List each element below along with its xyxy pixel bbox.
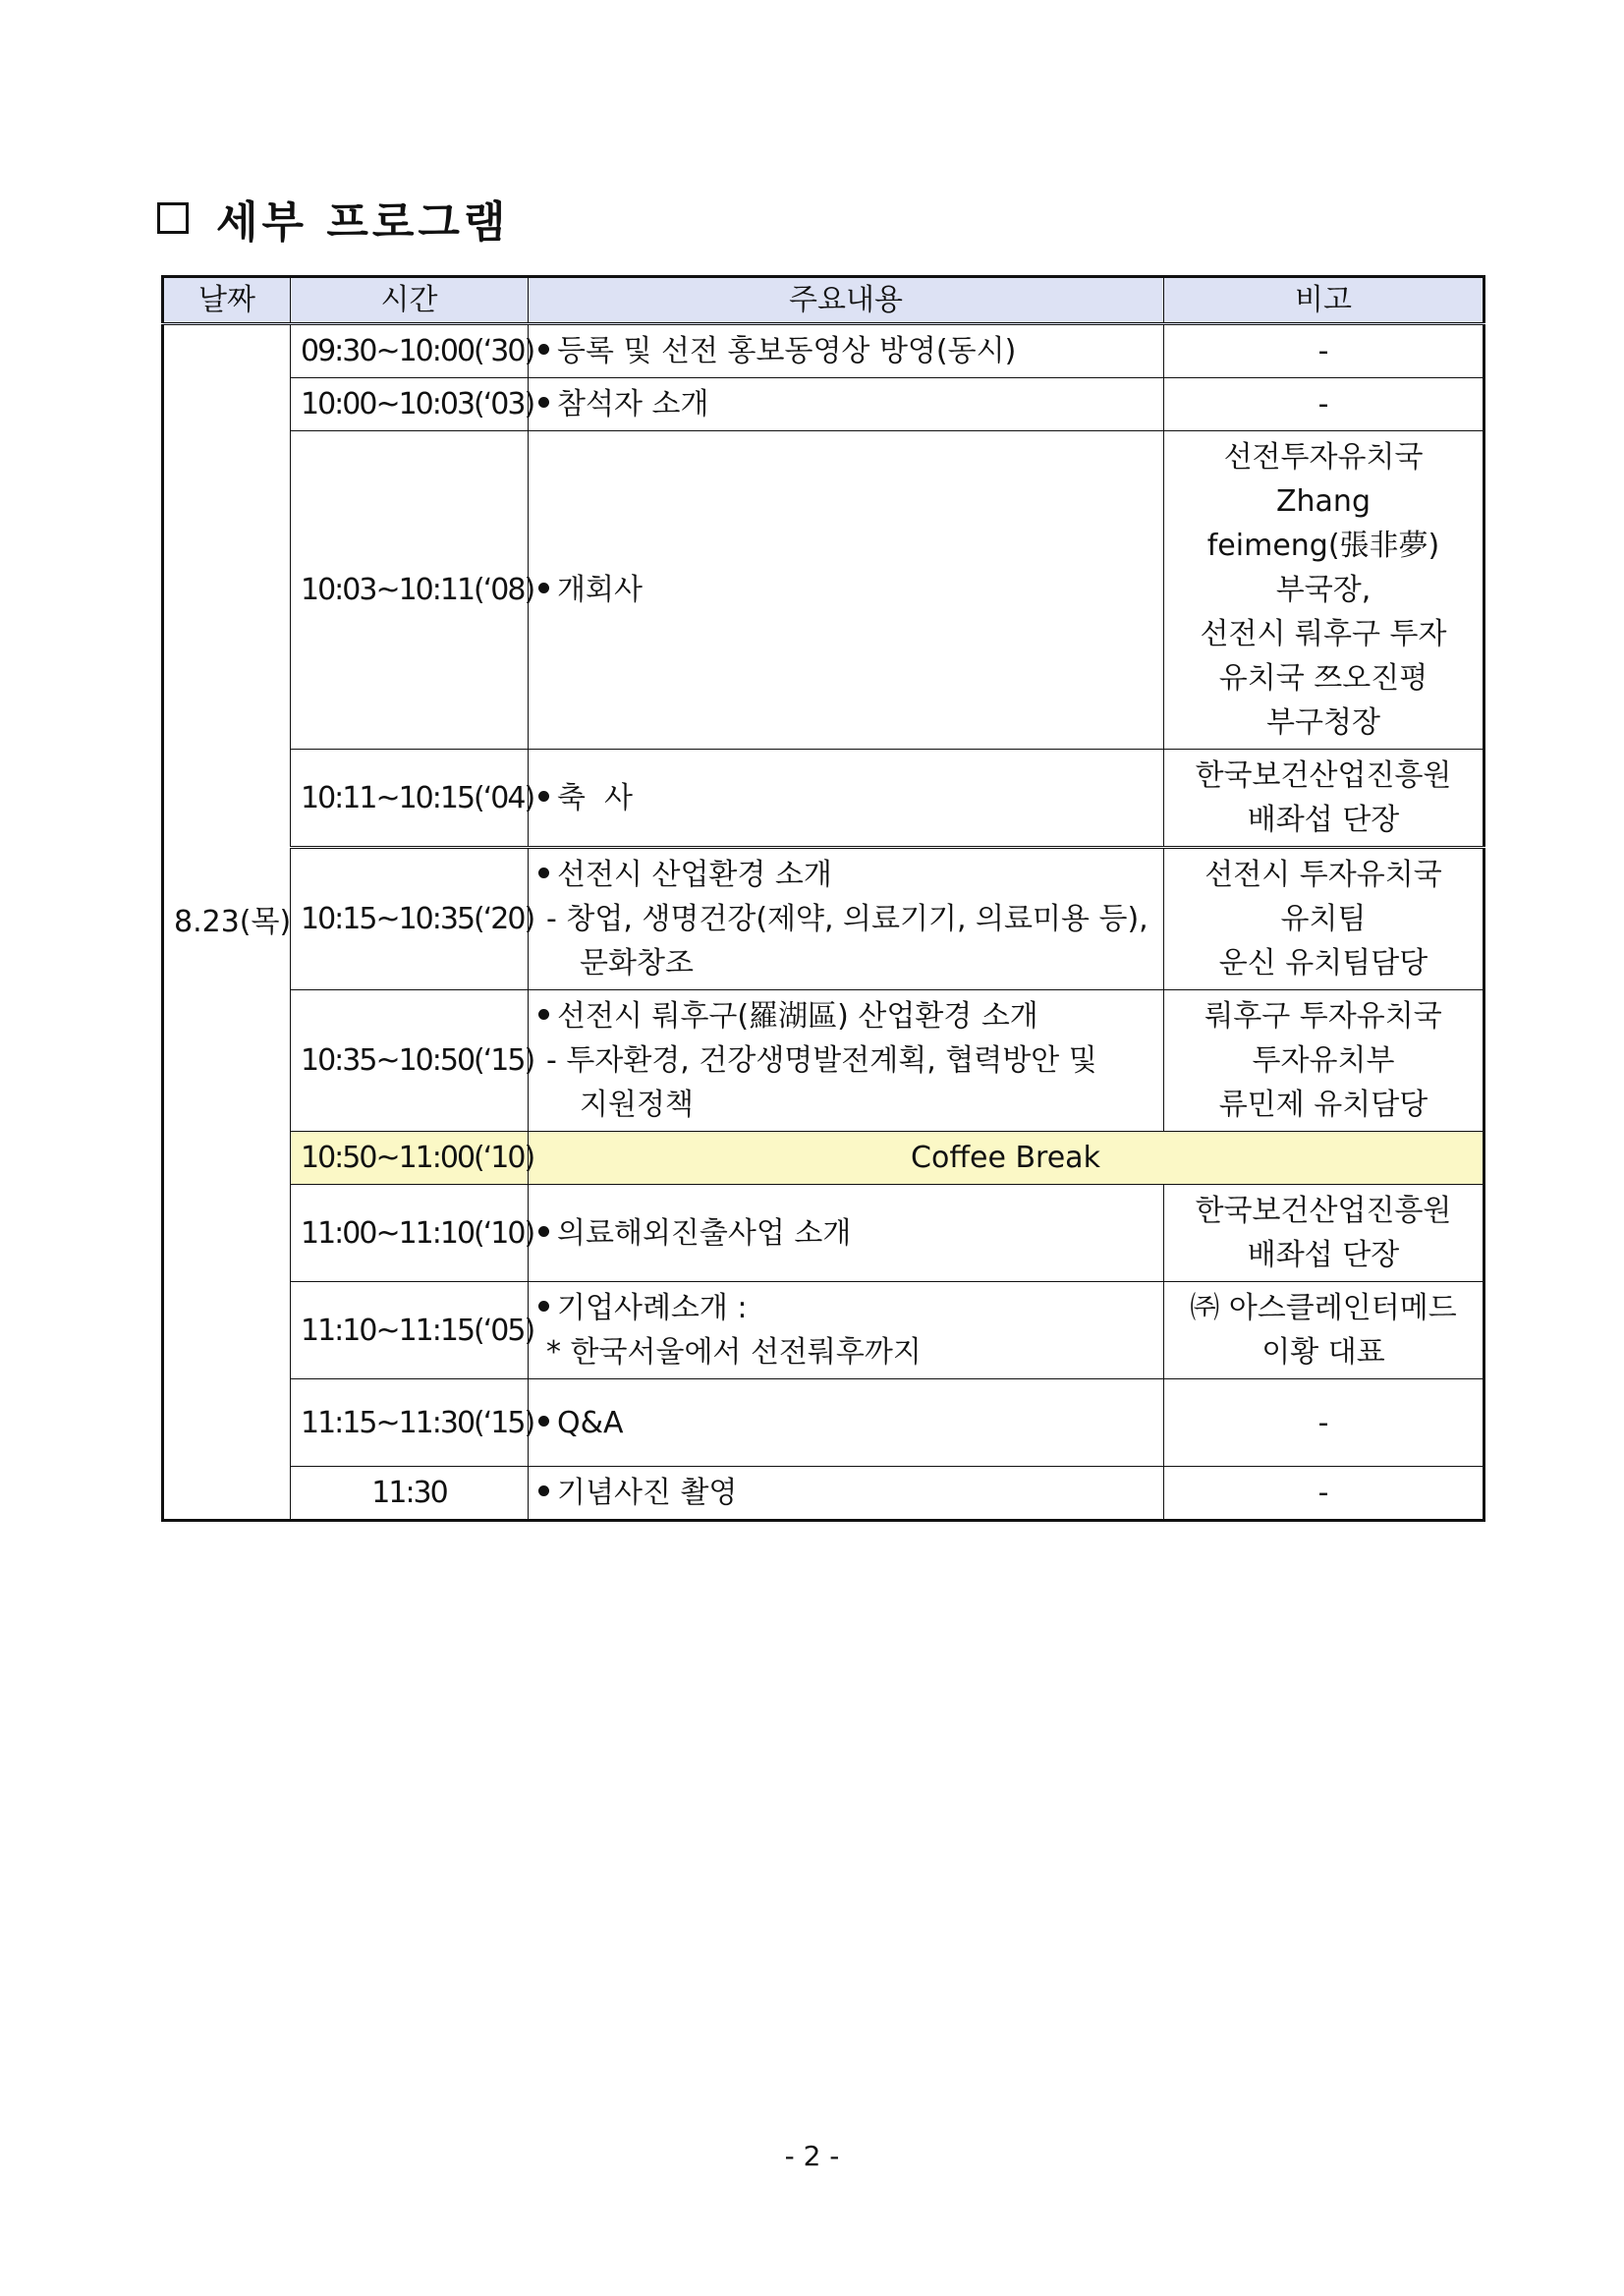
section-title: 세부 프로그램 (216, 197, 510, 248)
content-text: 의료해외진출사업 소개 (557, 1215, 852, 1251)
note-line: 한국보건산업진흥원 (1195, 1194, 1452, 1228)
time-cell: 10:50~11:00(‘10) (291, 1132, 529, 1185)
time-cell: 09:30~10:00(‘30) (291, 324, 529, 378)
note-cell: - (1164, 324, 1484, 378)
bullet-icon (538, 1416, 549, 1427)
bullet-icon (538, 1226, 549, 1237)
content-subline: 문화창조 (580, 946, 694, 980)
note-cell (1164, 848, 1484, 990)
table-row (163, 750, 1484, 848)
content-subline: - 창업, 생명건강(제약, 의료기기, 의료미용 등), (546, 902, 1148, 936)
note-line: ㈜ 아스클레인터메드 (1190, 1291, 1457, 1325)
content-cell (529, 378, 1164, 431)
table-row (163, 1467, 1484, 1521)
content-text: 기념사진 촬영 (557, 1476, 738, 1510)
note-line: Zhang (1275, 484, 1371, 519)
time-cell: 11:00~11:10(‘10) (291, 1185, 529, 1282)
content-text: 참석자 소개 (557, 387, 709, 421)
content-cell (529, 324, 1164, 378)
content-cell (529, 1282, 1164, 1379)
table-row (163, 1282, 1484, 1379)
content-text: 선전시 뤄후구(羅湖區) 산업환경 소개 (557, 999, 1038, 1034)
checkbox-square-icon (157, 202, 189, 234)
note-line: 뤄후구 투자유치국 (1204, 999, 1442, 1034)
table-row (163, 324, 1484, 378)
note-cell (1164, 990, 1484, 1132)
bullet-icon (538, 344, 549, 355)
content-line (538, 853, 1153, 897)
time-cell: 10:03~10:11(‘08) (291, 431, 529, 750)
content-text: Q&A (557, 1405, 624, 1440)
note-line: 한국보건산업진흥원 (1195, 758, 1452, 793)
bullet-icon (538, 583, 549, 593)
bullet-icon (538, 1009, 549, 1020)
content-cell (529, 1185, 1164, 1282)
content-subline: * 한국서울에서 선전뤄후까지 (546, 1335, 922, 1370)
content-cell (529, 848, 1164, 990)
note-line: 선전투자유치국 (1223, 440, 1424, 475)
time-cell: 10:35~10:50(‘15) (291, 990, 529, 1132)
note-line: 이황 대표 (1261, 1335, 1385, 1370)
table-row (163, 378, 1484, 431)
coffee-break-cell: Coffee Break (529, 1132, 1484, 1185)
note-line: 류민제 유치담당 (1218, 1088, 1428, 1122)
note-line: 선전시 뤄후구 투자 (1200, 617, 1447, 651)
header-date: 날짜 (163, 277, 291, 324)
content-line (538, 994, 1153, 1038)
time-cell: 11:30 (291, 1467, 529, 1521)
bullet-icon (538, 397, 549, 408)
bullet-icon (538, 1485, 549, 1496)
note-line: 배좌섭 단장 (1247, 1238, 1400, 1272)
table-row (163, 848, 1484, 990)
note-line: 선전시 투자유치국 (1204, 858, 1442, 892)
note-line: 부국장, (1275, 573, 1372, 607)
note-line: 유치국 쯔오진평 (1218, 661, 1428, 696)
bullet-icon (538, 868, 549, 878)
note-line: 운신 유치팀담당 (1218, 946, 1428, 980)
time-cell: 10:11~10:15(‘04) (291, 750, 529, 848)
content-text: 기업사례소개 : (557, 1291, 748, 1325)
note-cell: - (1164, 378, 1484, 431)
note-cell (1164, 1185, 1484, 1282)
content-cell (529, 1467, 1164, 1521)
note-line: feimeng(張非夢) (1206, 529, 1440, 563)
table-header-row (163, 277, 1484, 324)
content-cell (529, 431, 1164, 750)
header-time: 시간 (291, 277, 529, 324)
table-row (163, 1379, 1484, 1467)
table-row (163, 990, 1484, 1132)
content-subline: 지원정책 (580, 1088, 694, 1122)
note-line: 배좌섭 단장 (1247, 803, 1400, 837)
content-text: 등록 및 선전 홍보동영상 방영(동시) (557, 334, 1017, 368)
table-row (163, 1185, 1484, 1282)
content-subline: - 투자환경, 건강생명발전계획, 협력방안 및 (546, 1043, 1097, 1078)
content-line (538, 1286, 1153, 1330)
note-cell: - (1164, 1379, 1484, 1467)
time-cell: 11:15~11:30(‘15) (291, 1379, 529, 1467)
header-content: 주요내용 (529, 277, 1164, 324)
note-cell (1164, 431, 1484, 750)
content-cell (529, 750, 1164, 848)
note-cell: - (1164, 1467, 1484, 1521)
content-cell (529, 990, 1164, 1132)
note-line: 유치팀 (1280, 902, 1367, 936)
time-cell: 11:10~11:15(‘05) (291, 1282, 529, 1379)
note-cell (1164, 750, 1484, 848)
page-number: - 2 - (784, 2140, 840, 2172)
time-cell: 10:00~10:03(‘03) (291, 378, 529, 431)
bullet-icon (538, 791, 549, 802)
note-line: 투자유치부 (1252, 1043, 1395, 1078)
content-cell (529, 1379, 1164, 1467)
coffee-break-row (163, 1132, 1484, 1185)
note-line: 부구청장 (1266, 705, 1380, 740)
header-note: 비고 (1164, 277, 1484, 324)
time-cell: 10:15~10:35(‘20) (291, 848, 529, 990)
content-text: 선전시 산업환경 소개 (557, 858, 832, 892)
content-text: 축 사 (557, 780, 634, 815)
note-cell (1164, 1282, 1484, 1379)
table-row (163, 431, 1484, 750)
schedule-table (161, 275, 1485, 1522)
bullet-icon (538, 1301, 549, 1312)
section-heading (157, 187, 509, 250)
date-cell: 8.23(목) (163, 324, 291, 1521)
content-text: 개회사 (557, 573, 643, 607)
